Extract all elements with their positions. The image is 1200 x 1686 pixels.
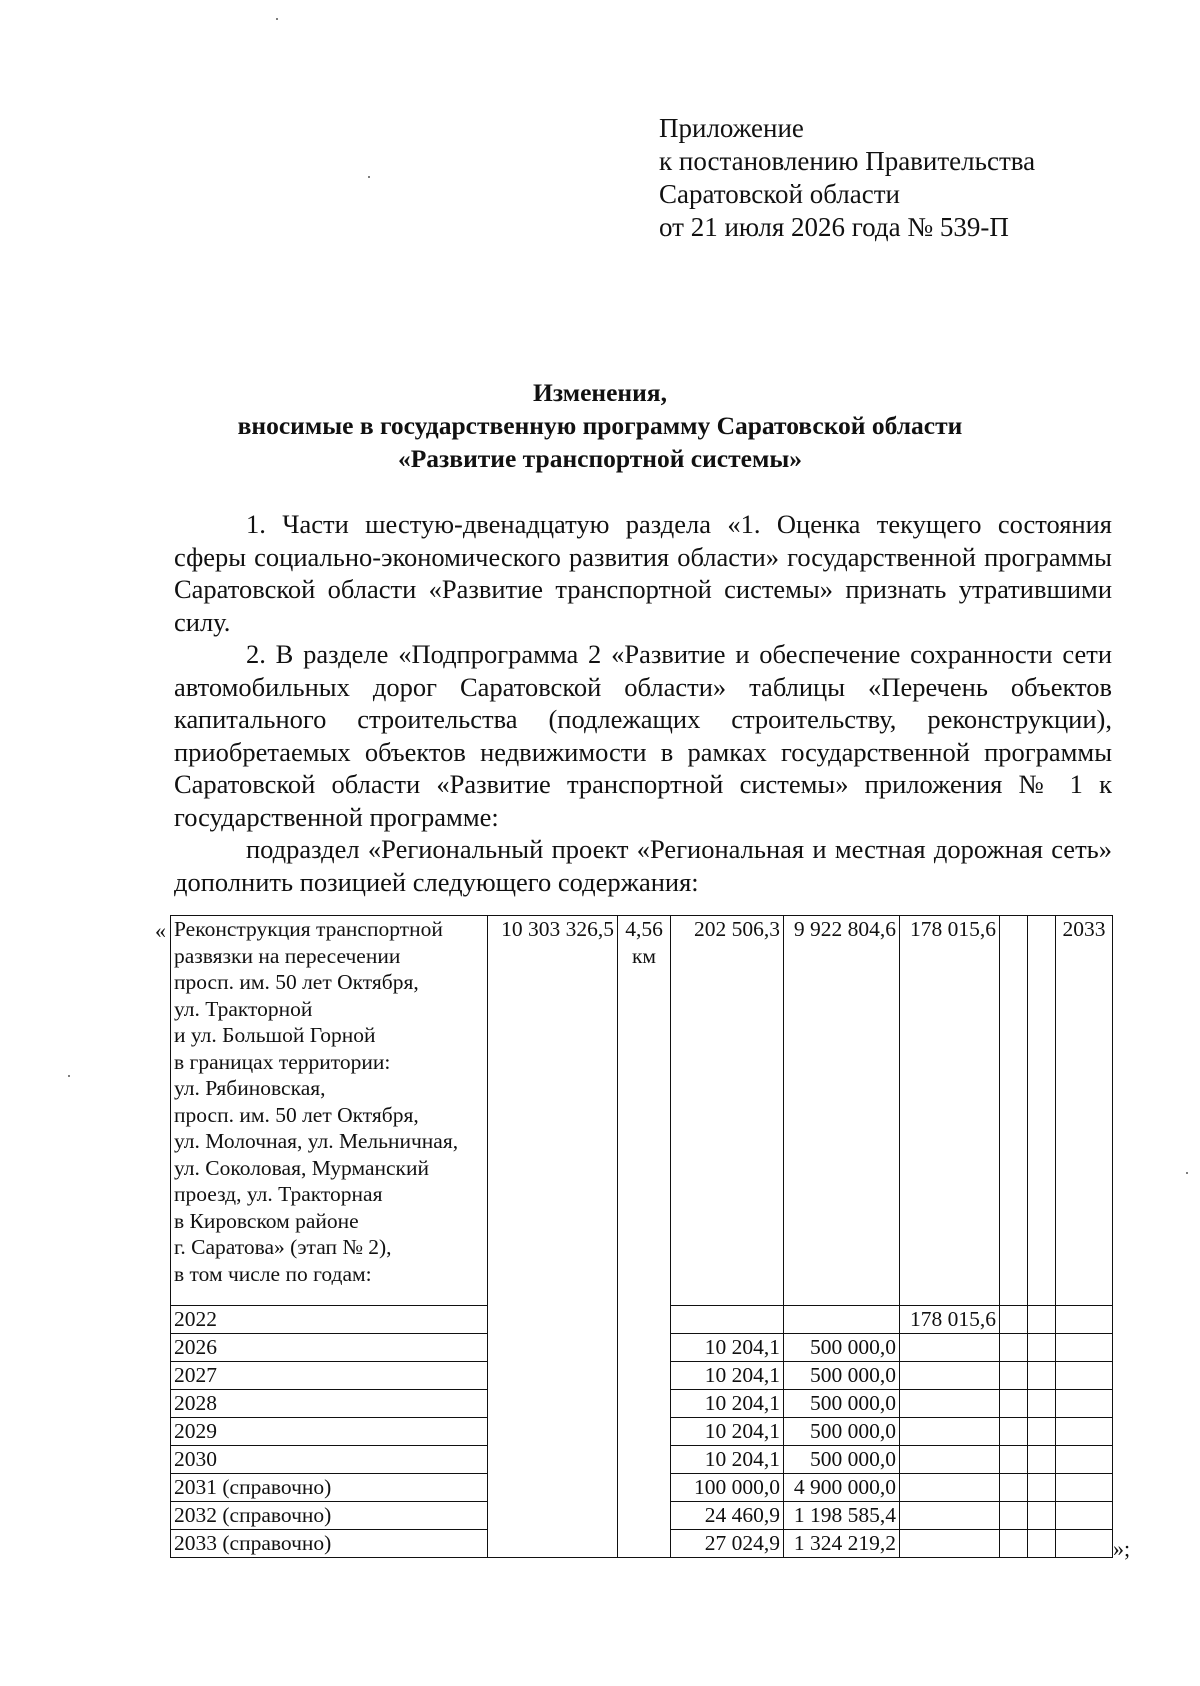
table-cell: 500 000,0 bbox=[784, 1334, 900, 1362]
table-cell: 4 900 000,0 bbox=[784, 1474, 900, 1502]
table-cell bbox=[1028, 916, 1056, 1306]
table-cell: 2026 bbox=[171, 1334, 488, 1362]
table-cell bbox=[1000, 1306, 1028, 1334]
title-line: вносимые в государственную программу Саратовской области bbox=[237, 411, 963, 440]
table-cell bbox=[1056, 1474, 1113, 1502]
table-cell bbox=[1056, 1362, 1113, 1390]
table-cell bbox=[1028, 1390, 1056, 1418]
table-cell bbox=[1056, 1502, 1113, 1530]
appendix-block bbox=[659, 112, 1035, 244]
table-cell bbox=[900, 1418, 1000, 1446]
table-cell: 10 204,1 bbox=[671, 1390, 784, 1418]
table-cell: 1 198 585,4 bbox=[784, 1502, 900, 1530]
appendix-line: к постановлению Правительства bbox=[659, 146, 1036, 176]
table-cell: 2029 bbox=[171, 1418, 488, 1446]
table-cell: 500 000,0 bbox=[784, 1390, 900, 1418]
object-name-cell: Реконструкция транспортной развязки на пересечении просп. им. 50 лет Октября, ул. Тракторной и ул. Большой Горной в границах территории: ул. Рябиновская, просп. им. 50 лет Октября, ул. Молочная, ул. Мельничная, ул. Соколовая, Мурманский проезд, ул. Тракторная в Кировском районе г. Саратова» (этап № 2), в том числе по годам: bbox=[171, 916, 488, 1306]
paragraph-1: 1. Части шестую-двенадцатую раздела «1. Оценка текущего состояния сферы социально-экономического развития области» государственной программы Саратовской области «Развитие транспортной системы» признать утратившими силу. bbox=[174, 509, 1112, 637]
capacity-cell bbox=[618, 916, 671, 1558]
table-cell bbox=[1028, 1418, 1056, 1446]
objects-table bbox=[170, 915, 1113, 1558]
table-cell: 178 015,6 bbox=[900, 1306, 1000, 1334]
table-cell bbox=[900, 1530, 1000, 1558]
table-cell: 2028 bbox=[171, 1390, 488, 1418]
table-cell bbox=[1000, 1418, 1028, 1446]
table-row bbox=[171, 916, 1113, 1306]
table-cell bbox=[900, 1362, 1000, 1390]
table-cell bbox=[900, 1334, 1000, 1362]
table-cell: 1 324 219,2 bbox=[784, 1530, 900, 1558]
appendix-date-number: от 21 июля 2026 года № 539-П bbox=[659, 212, 1009, 242]
table-cell bbox=[1028, 1446, 1056, 1474]
table-cell: 178 015,6 bbox=[900, 916, 1000, 1306]
scan-speck bbox=[68, 1075, 70, 1077]
table-cell: 500 000,0 bbox=[784, 1362, 900, 1390]
table-cell: 2031 (справочно) bbox=[171, 1474, 488, 1502]
table-cell: 100 000,0 bbox=[671, 1474, 784, 1502]
table-cell bbox=[1056, 1306, 1113, 1334]
table-cell: 2032 (справочно) bbox=[171, 1502, 488, 1530]
table-cell bbox=[1028, 1306, 1056, 1334]
table-cell: 2033 (справочно) bbox=[171, 1530, 488, 1558]
table-cell bbox=[1000, 916, 1028, 1306]
table-cell: 9 922 804,6 bbox=[784, 916, 900, 1306]
table-cell bbox=[1056, 1334, 1113, 1362]
table-cell bbox=[900, 1502, 1000, 1530]
capacity-unit: км bbox=[631, 943, 657, 968]
table-cell: 500 000,0 bbox=[784, 1418, 900, 1446]
table-cell: 2022 bbox=[171, 1306, 488, 1334]
scan-speck bbox=[276, 18, 278, 20]
scan-speck bbox=[1186, 1172, 1188, 1174]
table-cell: 2030 bbox=[171, 1446, 488, 1474]
end-year-cell: 2033 bbox=[1056, 916, 1113, 1306]
table-cell bbox=[1028, 1474, 1056, 1502]
table-cell bbox=[900, 1446, 1000, 1474]
table-cell bbox=[1000, 1362, 1028, 1390]
table-cell: 10 204,1 bbox=[671, 1446, 784, 1474]
table-cell: 10 204,1 bbox=[671, 1334, 784, 1362]
table-cell bbox=[784, 1306, 900, 1334]
table-cell bbox=[1028, 1502, 1056, 1530]
paragraph-2: 2. В разделе «Подпрограмма 2 «Развитие и обеспечение сохранности сети автомобильных дорог Саратовской области» таблицы «Перечень объектов капитального строительства (подлежащих строительству, реконструкции), приобретаемых объектов недвижимости в рамках государственной программы Саратовской области «Развитие транспортной системы» приложения № 1 к государственной программе: bbox=[174, 639, 1112, 832]
table-cell: 27 024,9 bbox=[671, 1530, 784, 1558]
table-cell bbox=[1000, 1446, 1028, 1474]
title-line: «Развитие транспортной системы» bbox=[397, 444, 802, 473]
table-cell bbox=[1056, 1446, 1113, 1474]
table-cell bbox=[1000, 1530, 1028, 1558]
table-cell bbox=[1028, 1530, 1056, 1558]
document-title bbox=[0, 376, 1200, 475]
table-cell bbox=[1000, 1390, 1028, 1418]
paragraph-3: подраздел «Региональный проект «Региональная и местная дорожная сеть» дополнить позицией следующего содержания: bbox=[174, 834, 1112, 897]
table-cell: 10 204,1 bbox=[671, 1418, 784, 1446]
table-cell bbox=[1000, 1474, 1028, 1502]
table-close-quote: »; bbox=[1113, 1536, 1131, 1561]
table-cell bbox=[1028, 1334, 1056, 1362]
capacity-value: 4,56 bbox=[625, 917, 663, 941]
document-body bbox=[174, 508, 1112, 898]
table-cell: 10 204,1 bbox=[671, 1362, 784, 1390]
table-cell bbox=[1056, 1418, 1113, 1446]
scan-speck bbox=[368, 176, 370, 178]
table-cell bbox=[1028, 1362, 1056, 1390]
table-cell: 2027 bbox=[171, 1362, 488, 1390]
appendix-line: Приложение bbox=[659, 113, 804, 143]
table-cell: 202 506,3 bbox=[671, 916, 784, 1306]
table-open-quote: « bbox=[155, 918, 166, 943]
title-line: Изменения, bbox=[533, 378, 667, 407]
table-cell bbox=[1000, 1502, 1028, 1530]
table-cell bbox=[1056, 1530, 1113, 1558]
appendix-line: Саратовской области bbox=[659, 179, 900, 209]
table-cell bbox=[1000, 1334, 1028, 1362]
total-cost-cell: 10 303 326,5 bbox=[488, 916, 618, 1558]
table-cell bbox=[1056, 1390, 1113, 1418]
table-cell: 24 460,9 bbox=[671, 1502, 784, 1530]
table-cell bbox=[671, 1306, 784, 1334]
table-cell bbox=[900, 1390, 1000, 1418]
table-cell: 500 000,0 bbox=[784, 1446, 900, 1474]
table-cell bbox=[900, 1474, 1000, 1502]
